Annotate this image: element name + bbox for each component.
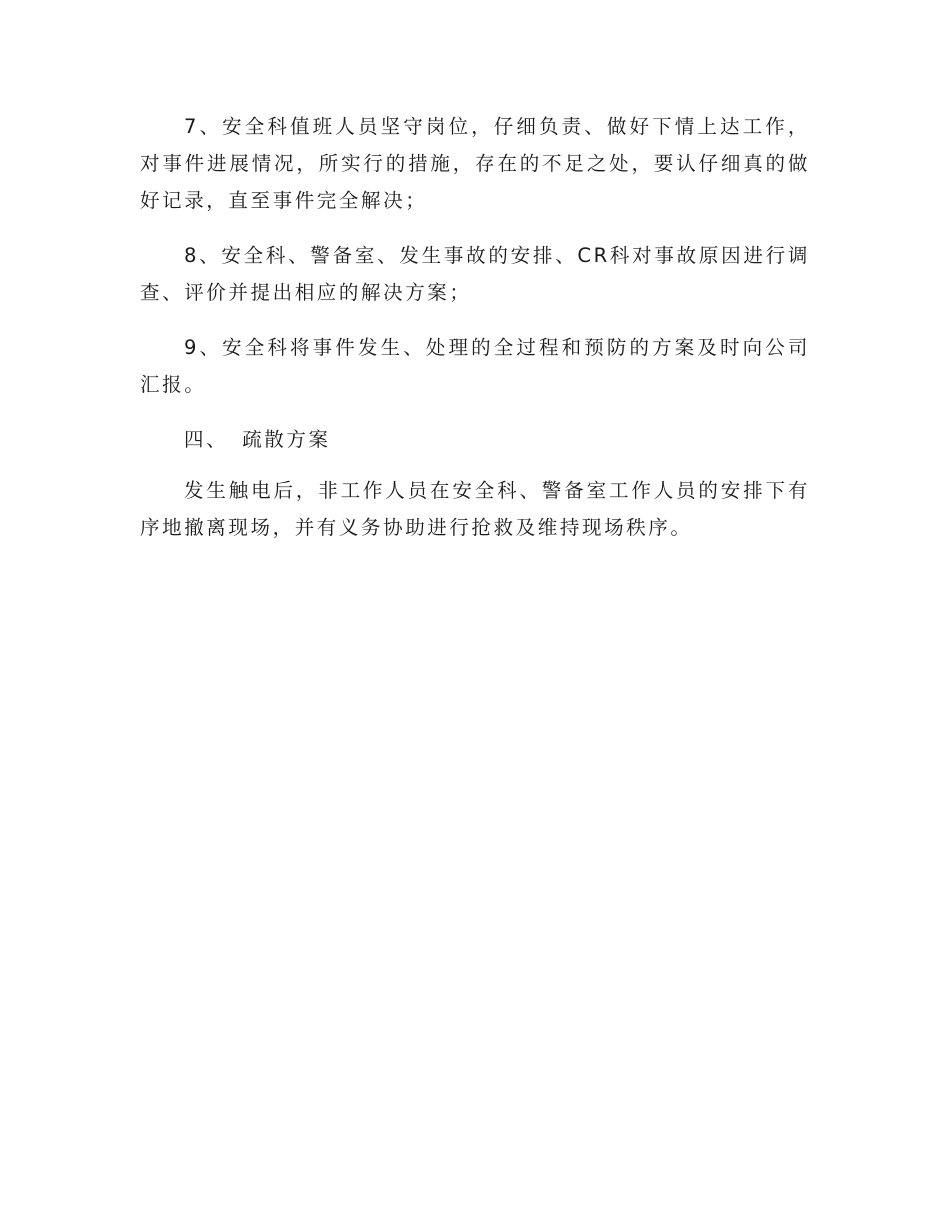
paragraph-item-8: 8、安全科、警备室、发生事故的安排、CR科对事故原因进行调查、评价并提出相应的解决方案； xyxy=(140,244,810,304)
paragraph-item-7: 7、安全科值班人员坚守岗位，仔细负责、做好下情上达工作，对事件进展情况，所实行的措施，存在的不足之处，要认仔细真的做好记录，直至事件完全解决； xyxy=(140,115,810,212)
section-paragraph: 发生触电后，非工作人员在安全科、警备室工作人员的安排下有序地撤离现场，并有义务协助进行抢救及维持现场秩序。 xyxy=(140,479,810,539)
paragraph-item-9: 9、安全科将事件发生、处理的全过程和预防的方案及时向公司汇报。 xyxy=(140,336,810,396)
section-heading xyxy=(140,421,810,458)
section-title: 疏散方案 xyxy=(242,428,331,451)
document-body xyxy=(140,108,810,564)
section-number: 四、 xyxy=(184,428,229,451)
